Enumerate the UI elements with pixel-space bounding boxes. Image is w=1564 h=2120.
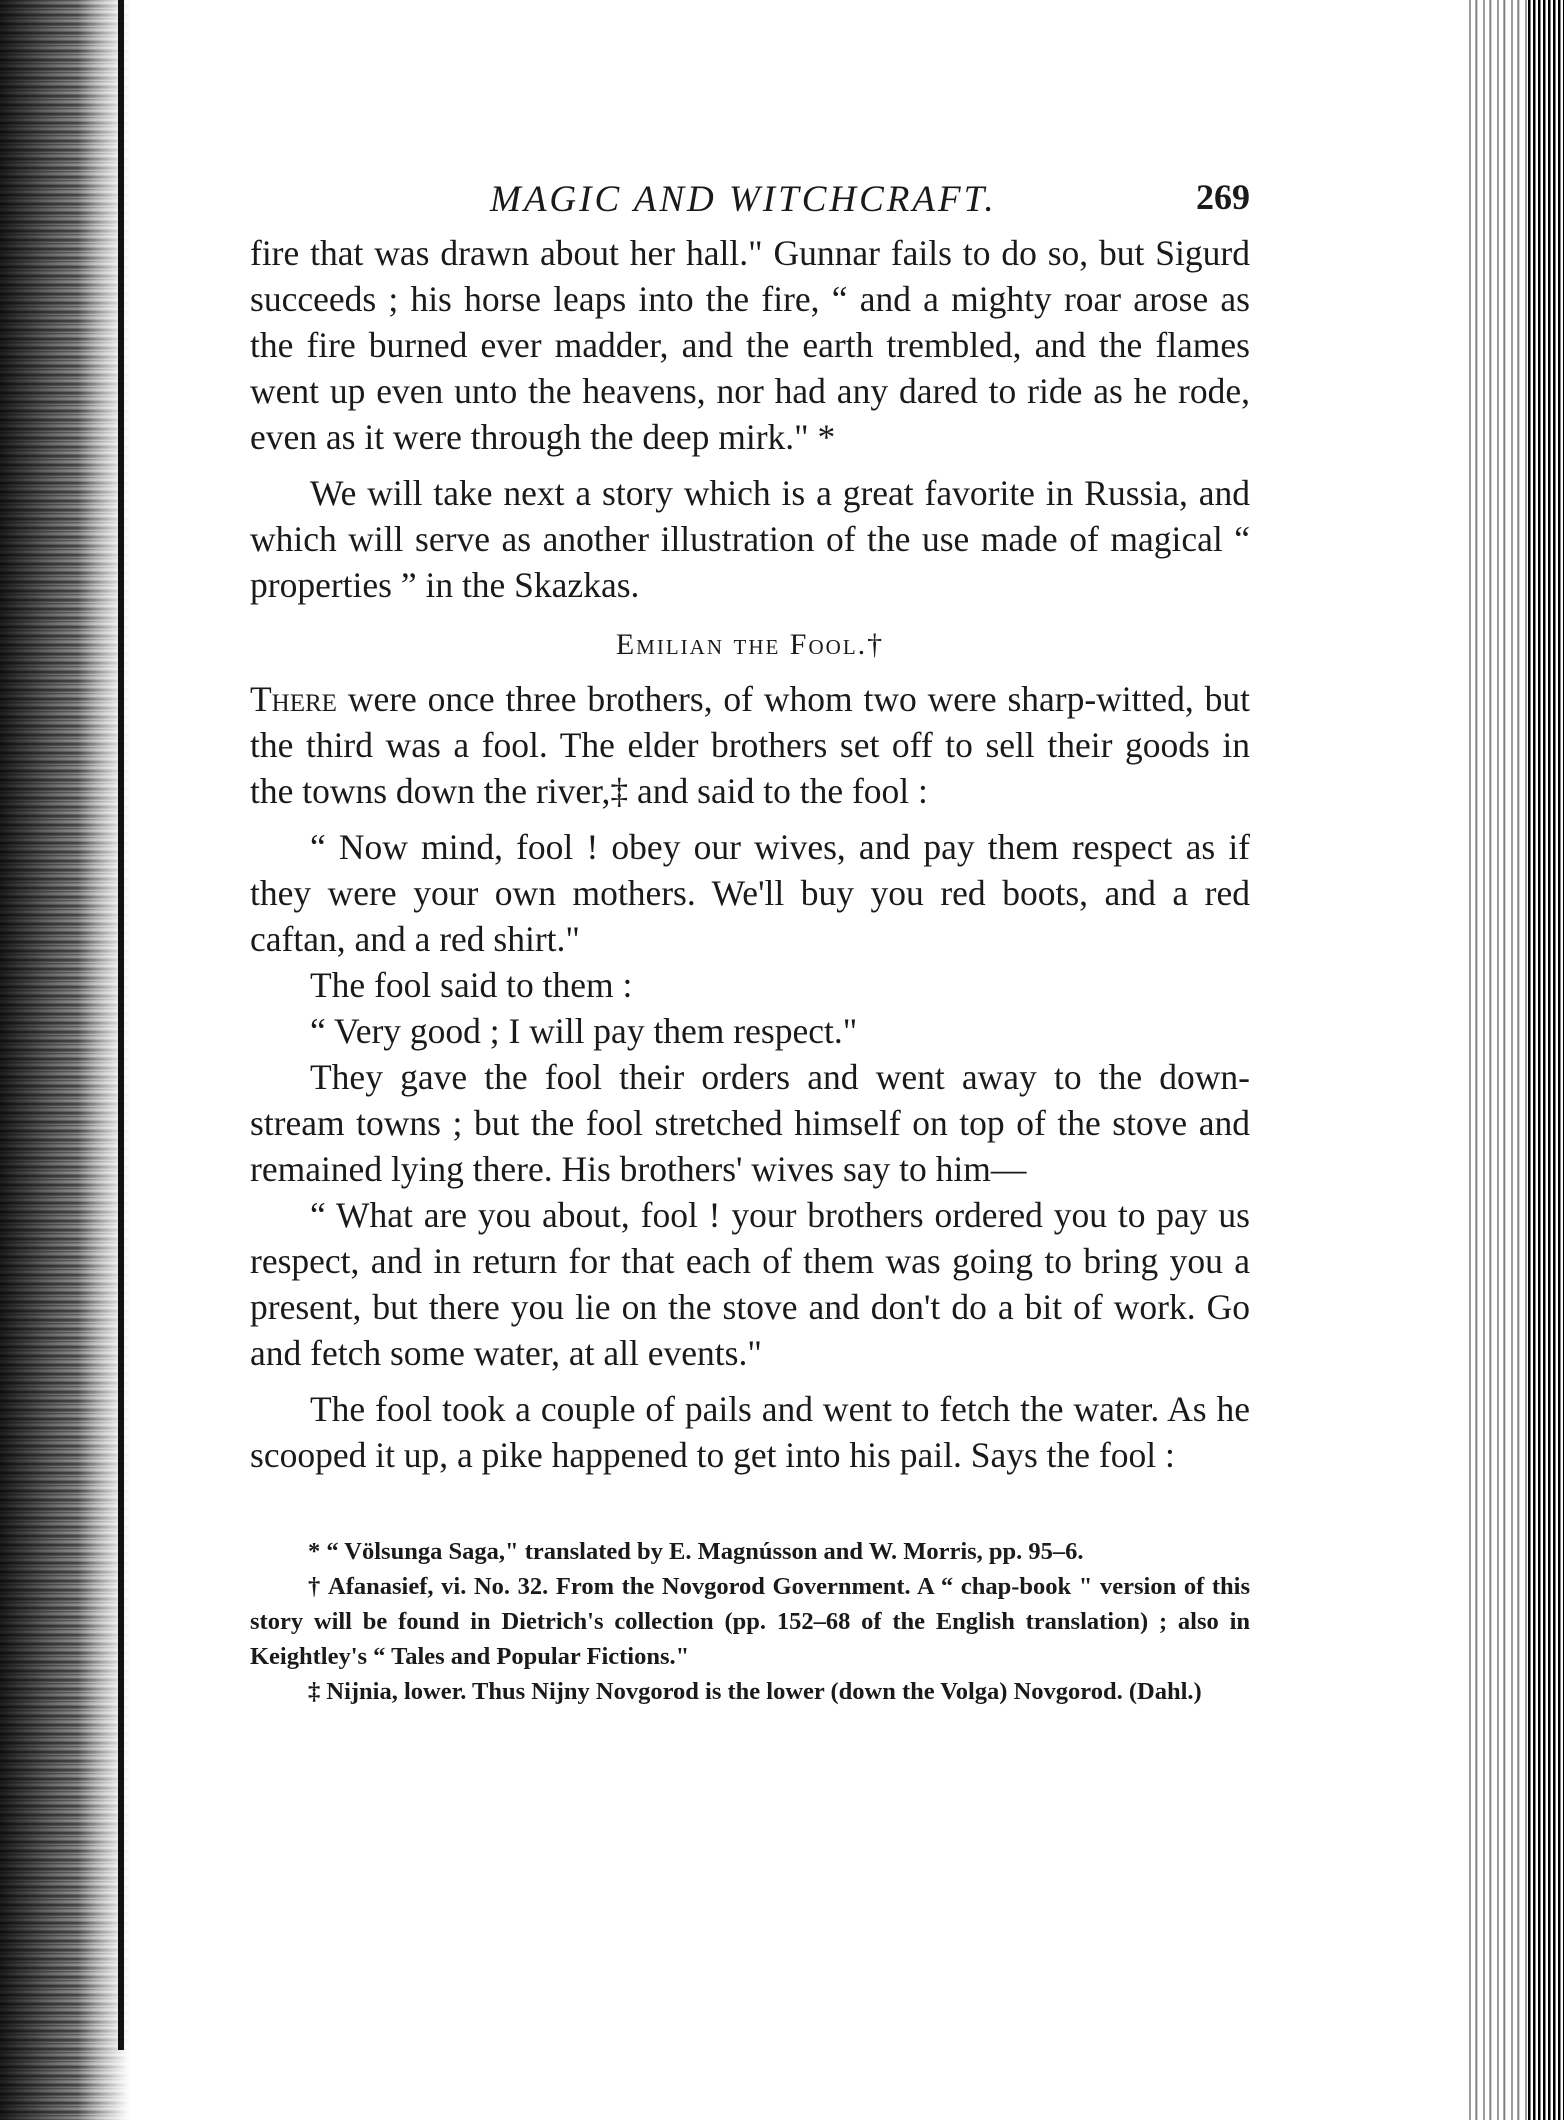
paragraph-4: “ Now mind, fool ! obey our wives, and pay them respect as if they were your own mothers. We'll buy you red boots, and a red caftan, and a red shirt." [250,827,1250,959]
paragraph-7: They gave the fool their orders and went away to the down-stream towns ; but the fool stretched himself on top of the stove and remained lying there. His brothers' wives say to him— [250,1057,1250,1189]
footnote-2: † Afanasief, vi. No. 32. From the Novgorod Government. A “ chap-book " version of this story will be found in Dietrich's collection (pp. 152–68 of the English translation) ; also in Keightley's “ Tales and Popular Fictions." [250,1573,1250,1670]
paragraph-2: We will take next a story which is a great favorite in Russia, and which will serve as another illustration of the use made of magical “ properties ” in the Skazkas. [250,473,1250,605]
section-title: Emilian the Fool.† [615,628,885,661]
paragraph-9: The fool took a couple of pails and went to fetch the water. As he scooped it up, a pike happened to get into his pail. Says the fool : [250,1389,1250,1475]
paragraph-1: fire that was drawn about her hall." Gunnar fails to do so, but Sigurd succeeds ; his horse leaps into the fire, “ and a mighty roar arose as the fire burned ever madder, and the earth trembled, and the flames went up even unto the heavens, nor had any dared to ride as he rode, even as it were through the deep mirk." * [250,233,1250,457]
footnotes [250,1534,1250,1709]
paragraph-3-text: were once three brothers, of whom two were sharp-witted, but the third was a fool. The elder brothers set off to sell their goods in the towns down the river,‡ and said to the fool : [250,679,1250,811]
footnote-3: ‡ Nijnia, lower. Thus Nijny Novgorod is the lower (down the Volga) Novgorod. (Dahl.) [308,1678,1202,1705]
footnote-1: * “ Völsunga Saga," translated by E. Magnússon and W. Morris, pp. 95–6. [308,1538,1084,1565]
paragraph-3-lead: There [250,679,337,719]
scan-gutter-shadow [118,0,124,2050]
book-page [250,170,1250,1709]
paragraph-5: The fool said to them : [310,965,633,1005]
page-number: 269 [1196,177,1250,217]
scan-right-edge-dark [1528,0,1564,2120]
running-title: MAGIC AND WITCHCRAFT. [490,179,997,220]
paragraph-8: “ What are you about, fool ! your brothers ordered you to pay us respect, and in return for that each of them was going to bring you a present, but there you lie on the stove and don't do a bit of work. Go and fetch some water, at all events." [250,1195,1250,1373]
running-head [250,170,1250,230]
scan-left-edge [0,0,130,2120]
paragraph-6: “ Very good ; I will pay them respect." [310,1011,858,1051]
paragraph-3 [250,676,1250,814]
